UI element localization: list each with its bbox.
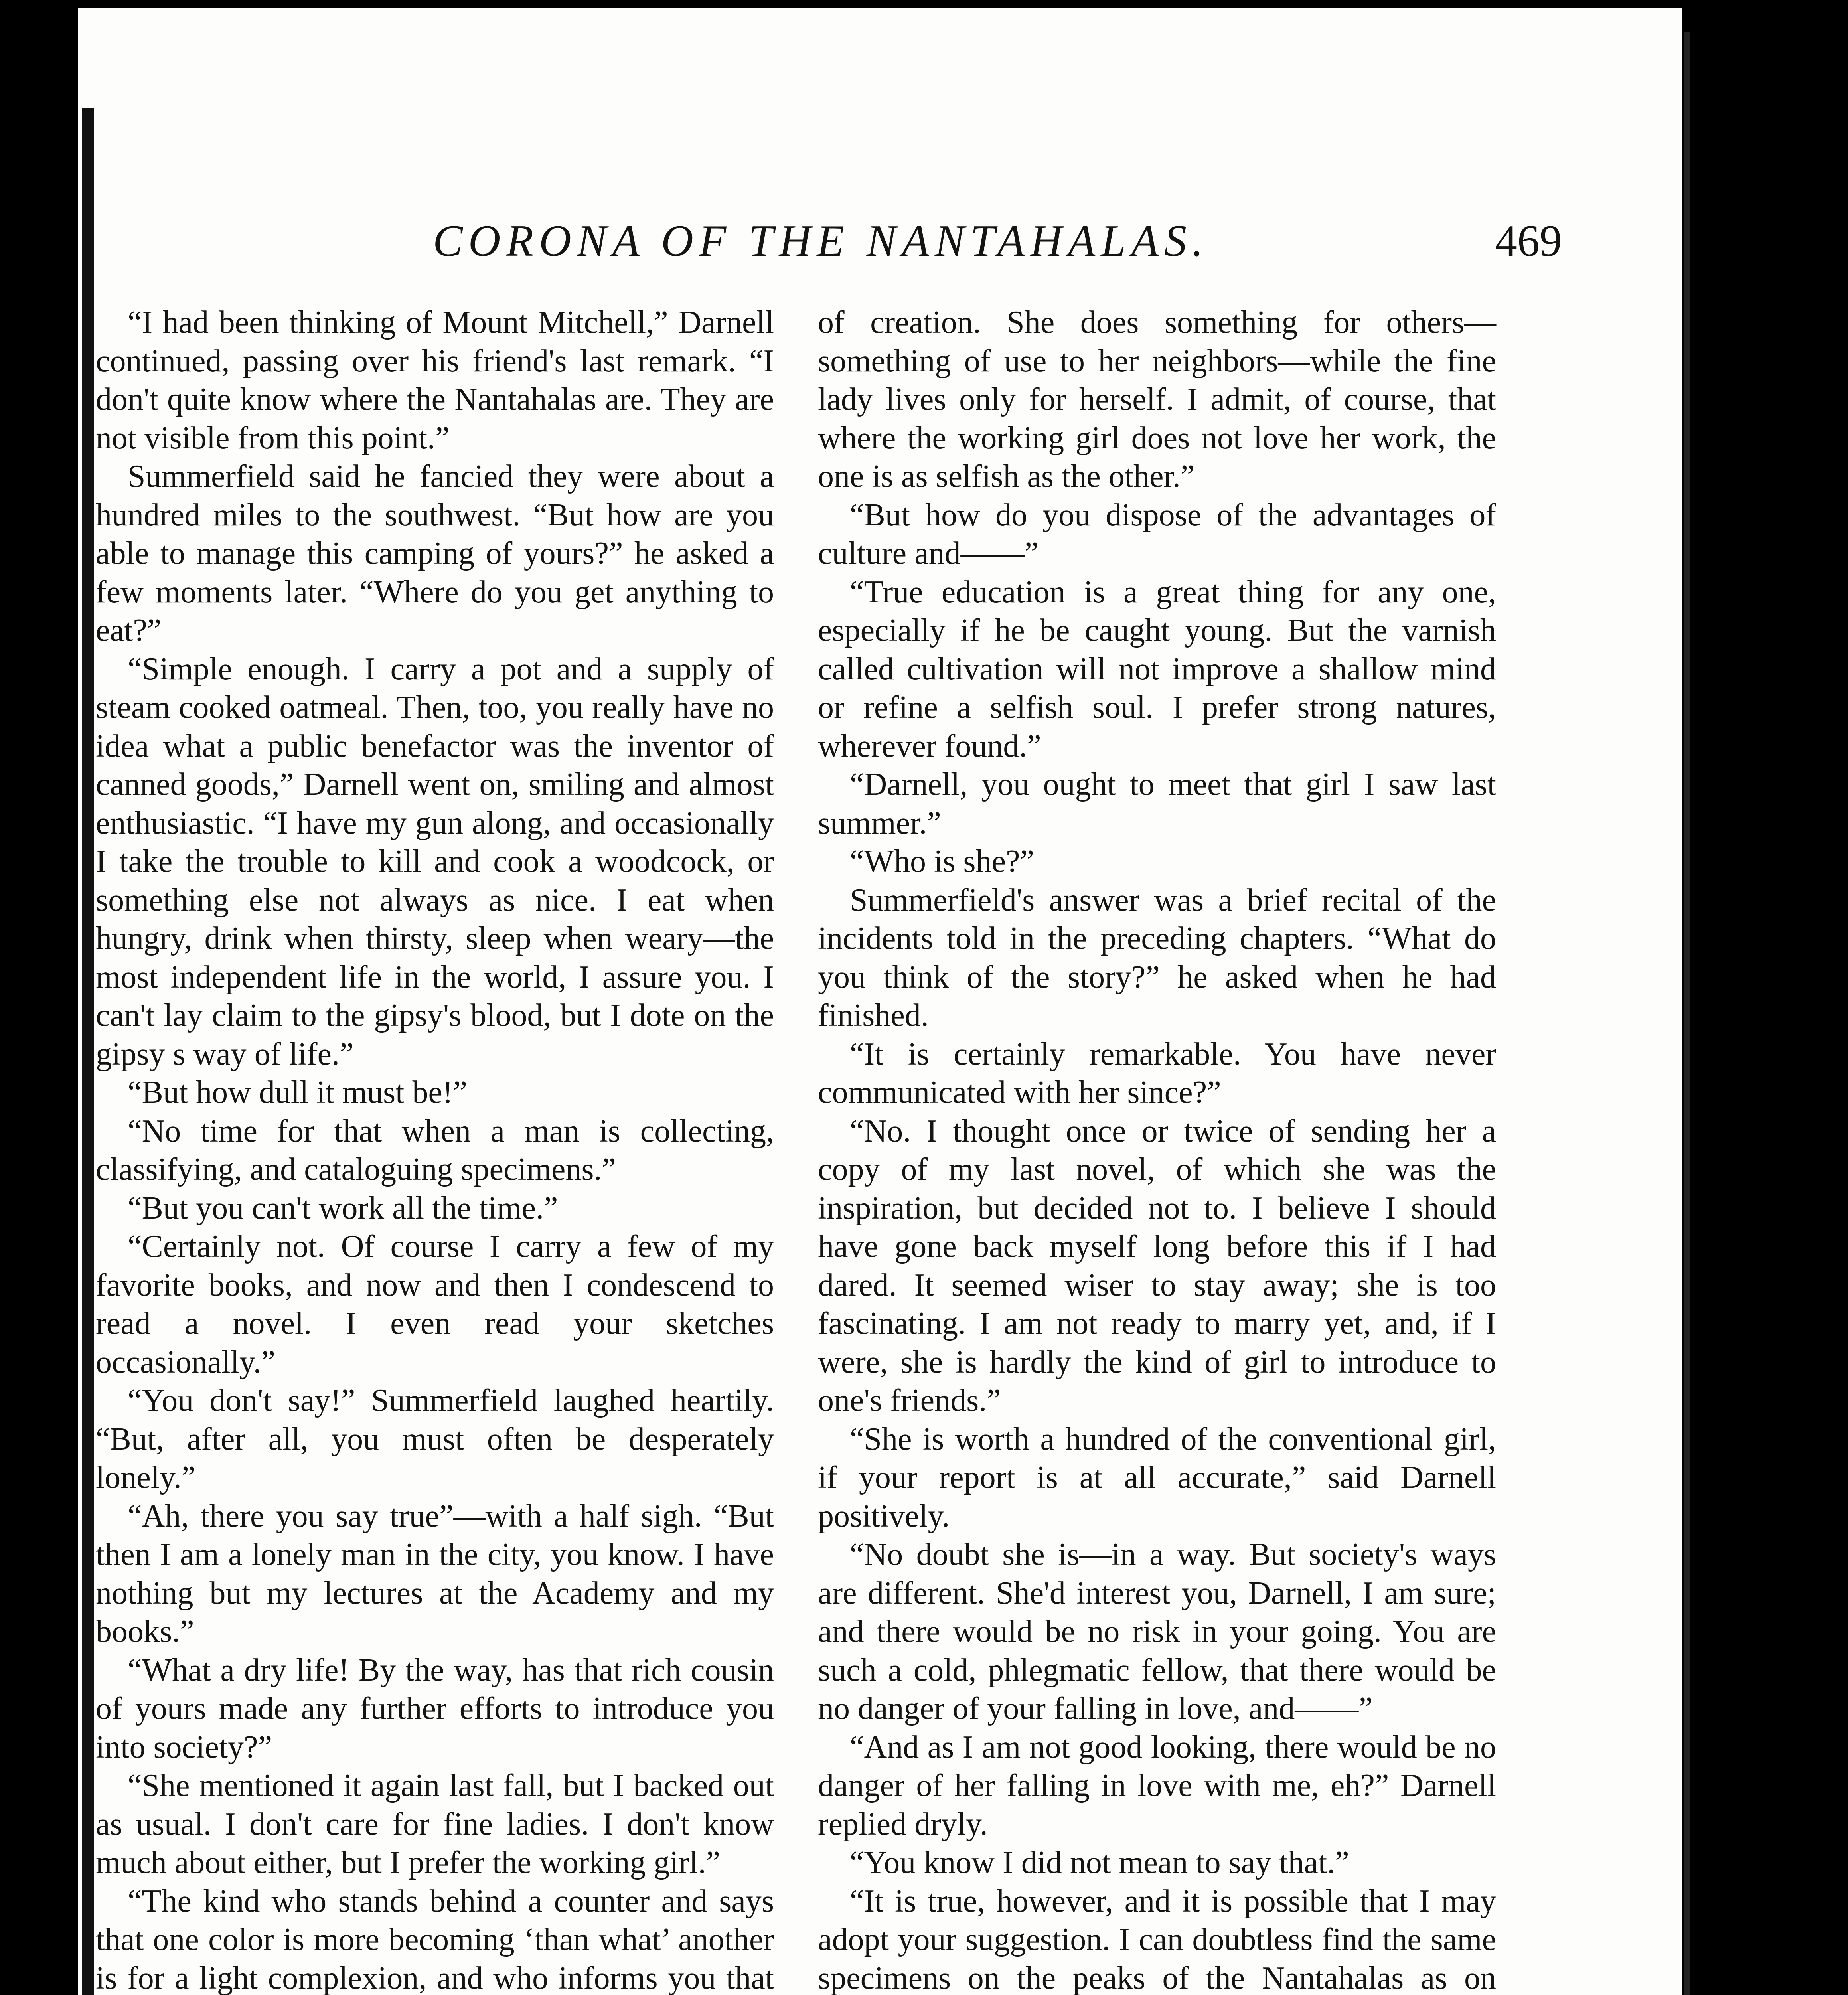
- page-edge: [1684, 32, 1690, 1995]
- left-column: [96, 303, 774, 1995]
- paragraph: “Who is she?”: [850, 844, 1035, 879]
- running-title: CORONA OF THE NANTAHALAS.: [433, 216, 1209, 266]
- paragraph: “I had been thinking of Mount Mitchell,” Darnell continued, passing over his friend's last remark. “I don't quite know where the Nantahalas are. They are not visible from this point.”: [96, 305, 774, 456]
- paragraph: “It is certainly remarkable. You have never communicated with her since?”: [818, 1036, 1496, 1110]
- paragraph: “Simple enough. I carry a pot and a supply of steam cooked oatmeal. Then, too, you really have no idea what a public benefactor was the inventor of canned goods,” Darnell went on, smiling and almost enthusiastic. “I have my gun along, and occasionally I take the trouble to kill and cook a woodcock, or something else not always as nice. I eat when hungry, drink when thirsty, sleep when weary—the most independent life in the world, I assure you. I can't lay claim to the gipsy's blood, but I dote on the gipsy s way of life.”: [96, 651, 774, 1072]
- page-header: [433, 207, 1562, 287]
- paragraph: “It is true, however, and it is possible that I may adopt your suggestion. I can doubtless find the same specimens on the peaks of the Nantahalas as on: [818, 1883, 1496, 1995]
- paragraph: “Certainly not. Of course I carry a few of my favorite books, and now and then I condescend to read a novel. I even read your sketches occasionally.”: [96, 1229, 774, 1380]
- paragraph: “She is worth a hundred of the conventional girl, if your report is at all accurate,” said Darnell positively.: [818, 1421, 1496, 1534]
- binding-shadow: [82, 108, 94, 1995]
- paragraph: “What a dry life! By the way, has that rich cousin of yours made any further efforts to introduce you into society?”: [96, 1652, 774, 1765]
- paragraph: “But you can't work all the time.”: [128, 1190, 558, 1226]
- paragraph: “No doubt she is—in a way. But society's ways are different. She'd interest you, Darnell, I am sure; and there would be no risk in your going. You are such a cold, phlegmatic fellow, that there would be no danger of your falling in love, and——”: [818, 1537, 1496, 1726]
- paragraph: “But how dull it must be!”: [128, 1075, 468, 1110]
- paragraph: “Darnell, you ought to meet that girl I saw last summer.”: [818, 767, 1496, 841]
- paragraph: Summerfield said he fancied they were about a hundred miles to the southwest. “But how are you able to manage this camping of yours?” he asked a few moments later. “Where do you get anything to eat?”: [96, 459, 774, 648]
- right-column: [818, 303, 1496, 1995]
- paragraph: “True education is a great thing for any one, especially if he be caught young. But the varnish called cultivation will not improve a shallow mind or refine a selfish soul. I prefer strong natures, wherever found.”: [818, 574, 1496, 764]
- paragraph: “The kind who stands behind a counter and says that one color is more becoming ‘than what’ another is for a light complexion, and who informs you that: [96, 1883, 774, 1995]
- page-number: 469: [1495, 216, 1562, 266]
- paragraph: “And as I am not good looking, there would be no danger of her falling in love with me, eh?” Darnell replied dryly.: [818, 1729, 1496, 1842]
- paragraph: Summerfield's answer was a brief recital of the incidents told in the preceding chapters. “What do you think of the story?” he asked when he had finished.: [818, 882, 1496, 1033]
- continued-paragraph: of creation. She does something for others—something of use to her neighbors—while the fine lady lives only for herself. I admit, of course, that where the working girl does not love her work, the one is as selfish as the other.”: [818, 305, 1496, 494]
- paragraph: “You know I did not mean to say that.”: [850, 1845, 1349, 1880]
- paragraph: “Ah, there you say true”—with a half sigh. “But then I am a lonely man in the city, you know. I have nothing but my lectures at the Academy and my books.”: [96, 1498, 774, 1649]
- paragraph: “You don't say!” Summerfield laughed heartily. “But, after all, you must often be desperately lonely.”: [96, 1383, 774, 1495]
- paragraph: “No time for that when a man is collecting, classifying, and cataloguing specimens.”: [96, 1113, 774, 1187]
- paragraph: “No. I thought once or twice of sending her a copy of my last novel, of which she was the inspiration, but decided not to. I believe I should have gone back myself long before this if I had dared. It seemed wiser to stay away; she is too fascinating. I am not ready to marry yet, and, if I were, she is hardly the kind of girl to introduce to one's friends.”: [818, 1113, 1496, 1418]
- paragraph: “But how do you dispose of the advantages of culture and——”: [818, 497, 1496, 571]
- paragraph: “She mentioned it again last fall, but I backed out as usual. I don't care for fine ladies. I don't know much about either, but I prefer the working girl.”: [96, 1768, 774, 1880]
